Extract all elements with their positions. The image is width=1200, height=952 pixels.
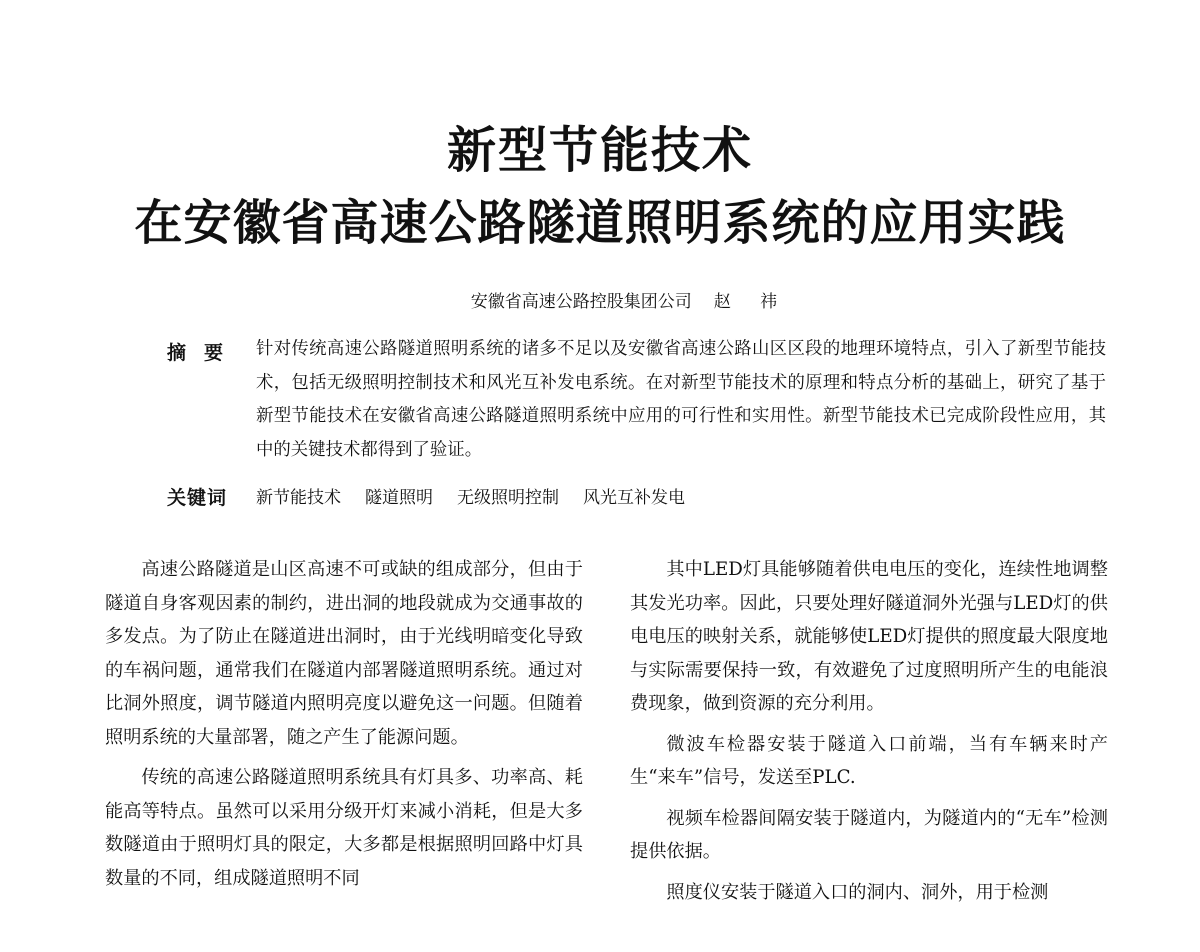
body-paragraph: 照度仪安装于隧道入口的洞内、洞外，用于检测 xyxy=(666,881,1049,903)
author-affiliation: 安徽省高速公路控股集团公司 xyxy=(470,292,692,312)
abstract-label: 摘要 xyxy=(167,342,242,364)
keyword: 隧道照明 xyxy=(365,488,433,508)
abstract-text: 针对传统高速公路隧道照明系统的诸多不足以及安徽省高速公路山区区段的地理环境特点，引入了新型节能技术，包括无级照明控制技术和风光互补发电系统。在对新型节能技术的原理和特点分析的基础上，研究了基于新型节能技术在安徽省高速公路隧道照明系统中应用的可行性和实用性。新型节能技术已完成阶段性应用，其中的关键技术都得到了验证。 xyxy=(256,339,1106,460)
title-line-1: 新型节能技术 xyxy=(446,122,753,179)
body-paragraph: 传统的高速公路隧道照明系统具有灯具多、功率高、耗能高等特点。虽然可以采用分级开灯来减小消耗，但是大多数隧道由于照明灯具的限定，大多都是根据照明回路中灯具数量的不同，组成隧道照明不同 xyxy=(105,767,583,889)
keywords-list xyxy=(256,483,709,508)
title-line-2: 在安徽省高速公路隧道照明系统的应用实践 xyxy=(134,195,1066,251)
keyword: 新节能技术 xyxy=(256,488,341,508)
keyword: 风光互补发电 xyxy=(583,488,685,508)
author-line xyxy=(0,287,1200,312)
body-paragraph: 视频车检器间隔安装于隧道内，为隧道内的“无车”检测提供依据。 xyxy=(630,807,1108,862)
keywords-label: 关键词 xyxy=(167,487,228,509)
body-paragraph: 微波车检器安装于隧道入口前端，当有车辆来时产生“来车”信号，发送至PLC. xyxy=(630,733,1108,788)
keyword: 无级照明控制 xyxy=(457,488,559,508)
body-column-left xyxy=(105,553,583,902)
body-paragraph: 高速公路隧道是山区高速不可或缺的组成部分，但由于隧道自身客观因素的制约，进出洞的地段就成为交通事故的多发点。为了防止在隧道进出洞时，由于光线明暗变化导致的车祸问题，通常我们在隧道内部署隧道照明系统。通过对比洞外照度，调节隧道内照明亮度以避免这一问题。但随着照明系统的大量部署，随之产生了能源问题。 xyxy=(105,559,583,748)
body-paragraph: 其中LED灯具能够随着供电电压的变化，连续性地调整其发光功率。因此，只要处理好隧道洞外光强与LED灯的供电电压的映射关系，就能够使LED灯提供的照度最大限度地与实际需要保持一致，有效避免了过度照明所产生的电能浪费现象，做到资源的充分利用。 xyxy=(630,559,1108,714)
body-column-right xyxy=(630,553,1108,916)
author-name: 赵 祎 xyxy=(713,292,790,312)
